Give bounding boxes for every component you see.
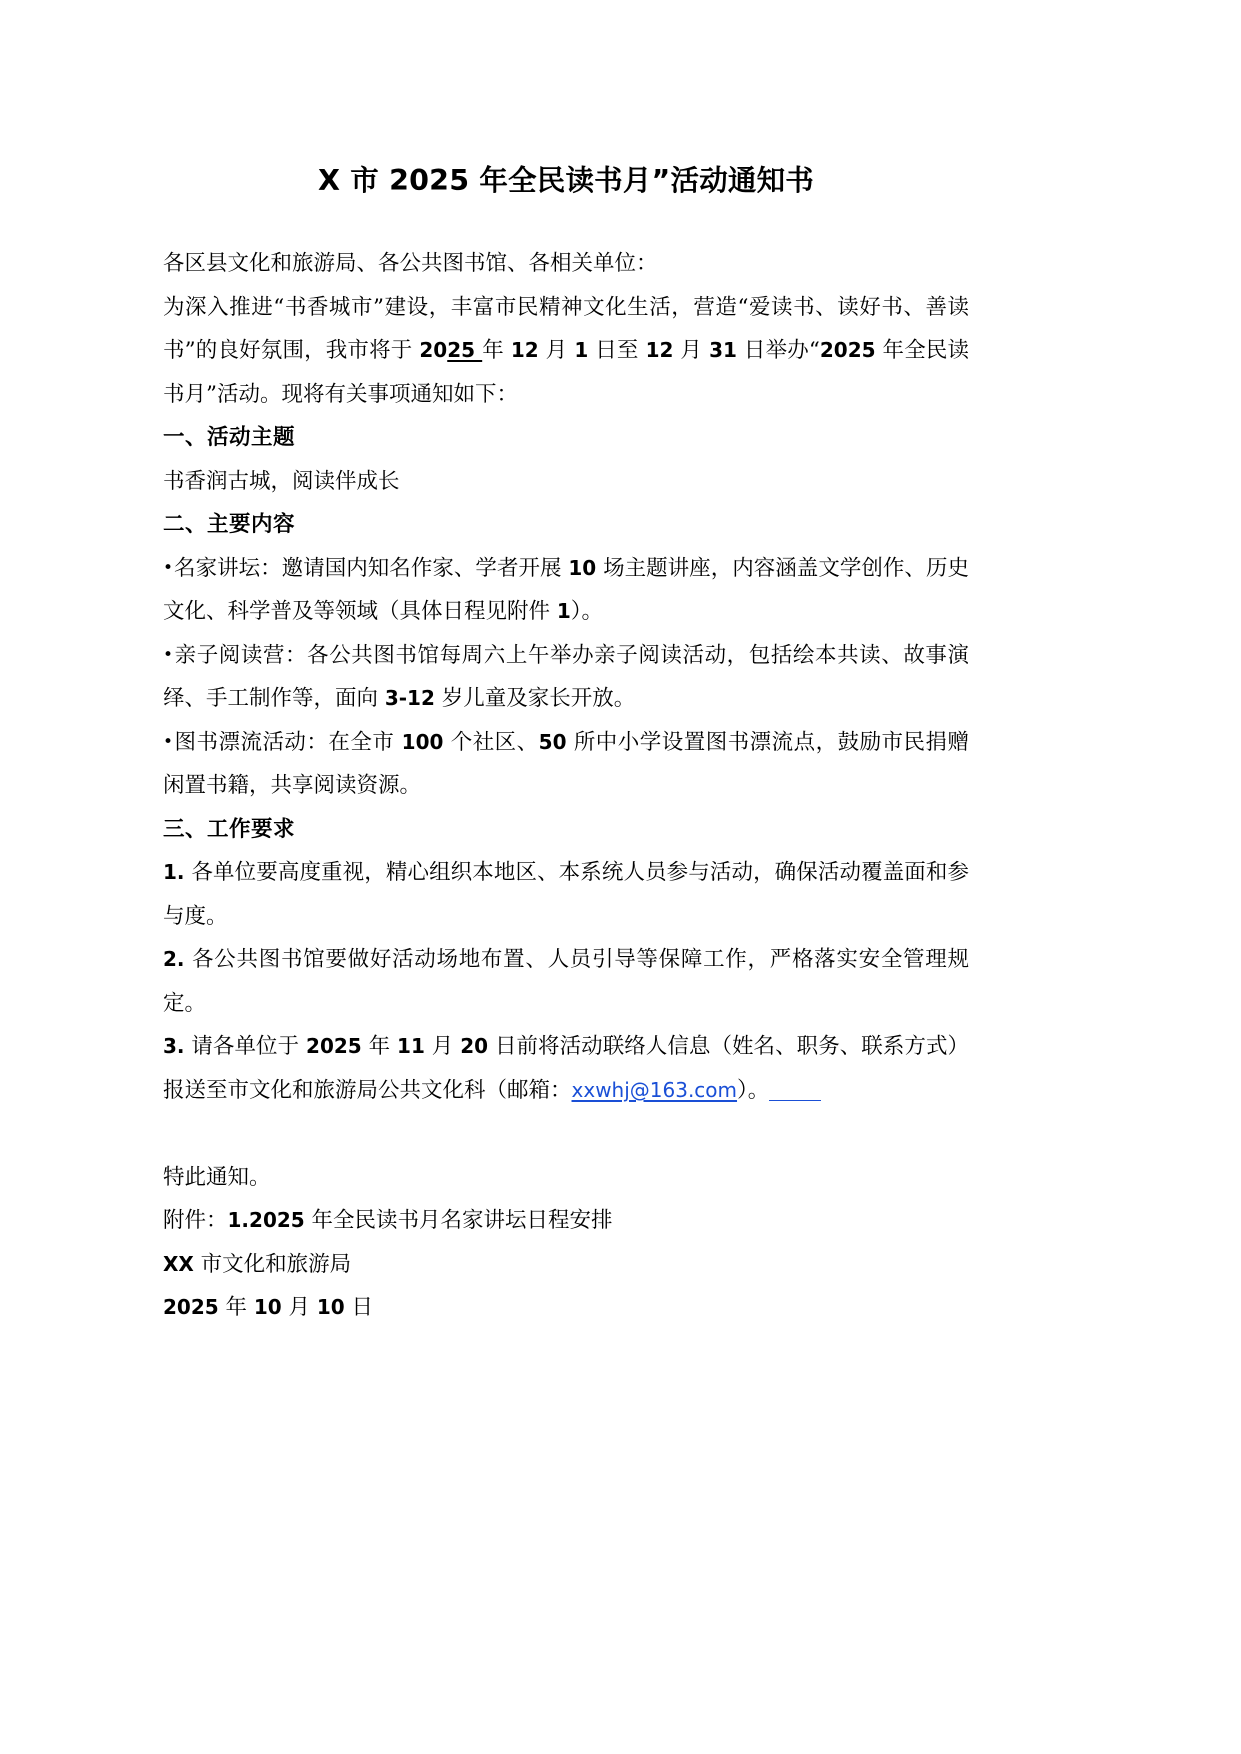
issuer-line [163,1243,969,1287]
seg: 个社区、 [443,729,539,755]
requirement-item-2 [163,938,969,1025]
intro-part3: 月 [538,338,575,364]
seg-number: 3-12 [384,686,435,711]
blank-line [163,1112,969,1156]
item-number: 2. [163,947,185,972]
seg: ）。 [570,599,604,625]
seg-number: 20 [460,1034,489,1059]
seg-number: 2025 [306,1034,362,1059]
section-1-paragraph-1: 书香润古城，阅读伴成长 [163,468,400,494]
trailing-underline [769,1100,821,1101]
date-suffix: 日 [344,1295,374,1321]
seg-number: 1 [556,599,571,624]
requirement-item-1 [163,851,969,938]
section-heading-1: 一、活动主题 [163,425,296,451]
intro-year-underlined: 25 [447,338,483,363]
intro-part6: 日举办“ [736,338,820,364]
seg: 名家讲坛：邀请国内知名作家、学者开展 [174,555,569,581]
attachment-line [163,1199,969,1243]
intro-paragraph [163,286,969,417]
intro-year-prefix: 20 [419,338,448,363]
intro-part7: 年全民读书月”活动。现将有关事项通知如下： [163,338,970,407]
attachment-number: 1. [227,1208,250,1233]
item-number: 1. [163,860,185,885]
section-heading-3: 三、工作要求 [163,816,296,842]
intro-part2: 年 [482,338,511,364]
intro-part5: 月 [673,338,710,364]
requirement-item-3 [163,1025,969,1112]
issuer-prefix: XX [163,1251,194,1276]
bullet-item-mingjia [163,547,969,634]
seg-number: 50 [538,729,567,754]
date-sep: 年 [218,1295,254,1321]
attachment-year: 2025 [249,1208,305,1233]
seg: 岁儿童及家长开放。 [434,686,636,712]
email-link[interactable]: xxwhj@163.com [571,1077,738,1102]
date-day: 10 [316,1295,345,1320]
date-year: 2025 [163,1295,219,1320]
date-month: 10 [253,1295,282,1320]
attachment-label: 附件： [163,1208,228,1234]
issue-date-line [163,1286,969,1330]
bullet-item-piaoliu [163,721,969,808]
date-sep: 月 [281,1295,317,1321]
intro-day-end: 31 [709,338,737,363]
intro-month-end: 12 [645,338,674,363]
item-number: 3. [163,1034,185,1059]
section-heading-2: 二、主要内容 [163,512,296,538]
intro-part4: 日至 [588,338,646,364]
issuer-name: 市文化和旅游局 [193,1251,352,1277]
seg: 年 [361,1034,398,1060]
attachment-text: 年全民读书月名家讲坛日程安排 [304,1208,613,1234]
seg-number: 11 [397,1034,425,1059]
seg: 各公共图书馆要做好活动场地布置、人员引导等保障工作，严格落实安全管理规定。 [163,947,969,1016]
document-body [163,0,969,1330]
seg: 亲子阅读营：各公共图书馆每周六上午举办亲子阅读活动，包括绘本共读、故事演绎、手工制作等，面向 [163,642,969,712]
seg: 各单位要高度重视，精心组织本地区、本系统人员参与活动，确保活动覆盖面和参与度。 [163,860,969,929]
seg: 请各单位于 [184,1034,307,1060]
seg: 场主题讲座，内容涵盖文学创作、历史文化、科学普及等领域（具体日程见附件 [163,555,969,625]
bullet-item-qinzi [163,634,969,721]
intro-month-start: 12 [510,338,539,363]
seg: 所中小学设置图书漂流点，鼓励市民捐赠闲置书籍，共享阅读资源。 [163,729,969,799]
page-title: X 市 2025 年全民读书月”活动通知书 [318,164,814,197]
closing-notice: 特此通知。 [163,1164,271,1190]
seg: 图书漂流活动：在全市 [174,729,402,755]
intro-day-start: 1 [574,338,589,363]
seg: 月 [424,1034,461,1060]
recipients-line: 各区县文化和旅游局、各公共图书馆、各相关单位： [163,251,658,277]
intro-part1: 为深入推进“书香城市”建设，丰富市民精神文化生活，营造“爱读书、读好书、善读书”的良好氛围，我市将于 [163,294,969,364]
intro-event-year: 2025 [819,338,876,363]
seg-number: 10 [568,555,597,580]
seg: 日前将活动联络人信息（姓名、职务、联系方式）报送至市文化和旅游局公共文化科（邮箱： [163,1034,970,1103]
seg-number: 100 [401,729,444,754]
seg: ）。 [737,1077,770,1103]
